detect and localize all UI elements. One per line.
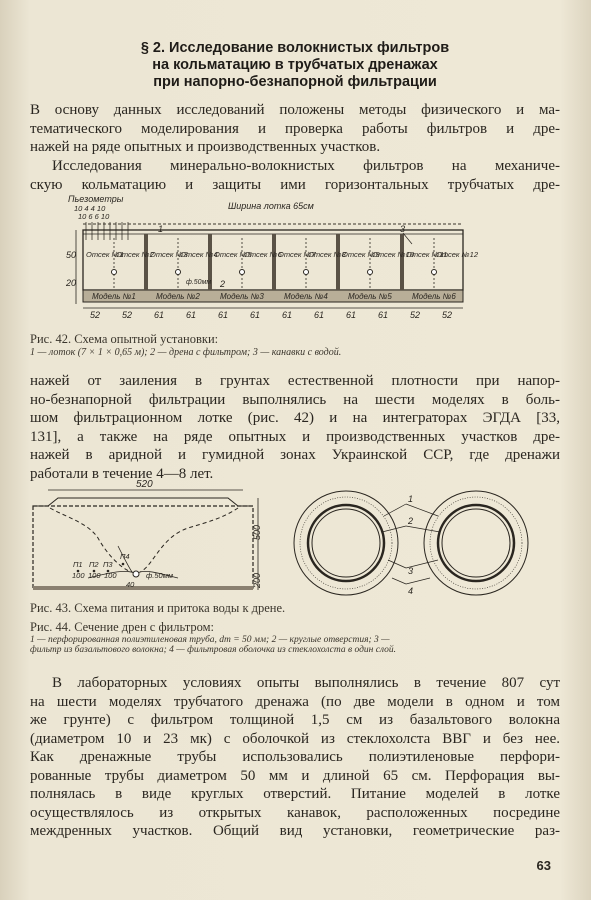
text-line: Как дренажные трубы использовались полиэтиленовые перфори- [30,749,560,765]
compartment-label: Отсек №11 [406,250,448,259]
caption-title: Рис. 42. Схема опытной установки: [30,332,219,346]
model-label: Модель №2 [156,292,200,301]
text-line: шом фильтрационном лотке (рис. 42) и на интеграторах ЭГДА [33, [30,410,560,426]
caption-legend: 1 — лоток (7 × 1 × 0,65 м); 2 — дрена с фильтром; 3 — канавки с водой. [30,347,342,358]
piezo-label: П3 [103,560,113,569]
piezo-numbers-top: 10 4 4 10 [74,204,106,213]
bottom-dim: 61 [218,310,229,320]
figure-42-experimental-setup [28,192,478,327]
compartment-label: Отсек №7 [278,250,316,259]
text-line: тематического моделирования и проверка работы фильтров и дре- [30,120,560,137]
compartment-label: Отсек №4 [180,250,218,259]
text-line: полнялась в виде круглых отверстий. Питание моделей в лотке [30,786,560,802]
figure-44-drain-cross-section [288,488,550,600]
pipe-diameter-label: ф.50мм [146,571,173,580]
figure-44-caption [30,620,560,655]
paragraph-intro [30,101,560,157]
text-line: скую кольматацию и защиты ими горизонтальных трубчатых дре- [30,176,560,193]
bottom-200-label: 200 [252,572,262,588]
bottom-dim: 52 [122,310,133,320]
caption-legend: 1 — перфорированная полиэтиленовая труба, dт = 50 мм; 2 — круглые отверстия; 3 — [30,635,390,645]
text-line: на шести моделях трубчатого дренажа (по две модели в одном и том [30,693,560,710]
dim-left-20: 20 [66,278,77,288]
compartment-label: Отсек №3 [150,250,188,259]
piezo-label: П4 [120,552,130,561]
marker-1: 1 [408,494,414,504]
compartment-label: Отсек №10 [372,250,415,259]
text-line: работали в течение 4—8 лет. [30,465,214,482]
text-line: но-безнапорной фильтрации выполнялись на шести моделях в боль- [30,391,560,408]
section-heading [60,40,530,91]
heading-line-3: при напорно-безнапорной фильтрации [153,74,437,90]
dim-left-50: 50 [66,250,77,260]
heading-line-2: на кольматацию в трубчатых дренажах [152,57,438,73]
tray-width-label: Ширина лотка 65см [228,201,314,211]
text-line: 131], а также на ряде опытных и производственных участков дре- [30,428,560,445]
caption-title: Рис. 44. Сечение дрен с фильтром: [30,620,214,634]
text-line: рованные трубы диаметром 50 мм и длиной 65 см. Перфорация вы- [30,767,560,784]
bottom-dim: 61 [282,310,293,320]
model-label: Модель №1 [92,292,136,301]
marker-4: 4 [408,586,414,596]
text-line: В лабораторных условиях опыты выполнялись в течение 807 сут [52,675,560,691]
height-500-label: 500 [252,524,262,540]
piezometers-label: Пьезометры [68,194,124,204]
bottom-dim: 61 [186,310,197,320]
paragraph-lab-conditions [30,674,560,841]
depth-label: 100 [104,571,117,580]
text-line: нажей на ряде опытных и производственных участков. [30,139,381,155]
heading-line-1: § 2. Исследование волокнистых фильтров [140,40,450,56]
caption-legend: фильтр из базальтового волокна; 4 — фильтровая оболочка из стеклохолста в один слой. [30,645,397,655]
marker-2: 2 [408,516,414,526]
figure-43-caption [30,601,560,616]
bottom-dim: 61 [154,310,165,320]
marker-3: 3 [400,224,406,234]
compartment-label: Отсек №6 [244,250,282,259]
depth-label: 100 [72,571,85,580]
width-520-label: 520 [136,479,153,490]
page-number: 63 [536,858,551,873]
depth-label: 100 [88,571,101,580]
bottom-dim: 52 [90,310,101,320]
model-label: Модель №3 [220,292,264,301]
model-label: Модель №6 [412,292,456,301]
text-line: (диаметром 10 и 23 мк) с оболочкой из стеклохолста ВВГ и без нее. [30,730,560,747]
bottom-dim: 61 [346,310,357,320]
text-line: же грунте) с фильтром толщиной 1,5 см из базальтового волокна [30,712,560,728]
model-label: Модель №4 [284,292,328,301]
bottom-dim: 61 [250,310,261,320]
bottom-dim: 52 [442,310,453,320]
compartment-label: Отсек №12 [436,250,478,259]
piezo-numbers-bottom: 10 6 6 10 [78,212,110,221]
bottom-dim: 52 [410,310,421,320]
text-line: нажей в аридной и гумидной зонах Украинской ССР, где дренажи [30,447,560,463]
figure-42-caption [30,332,560,358]
compartment-label: Отсек №9 [342,250,380,259]
text-line: Исследования минерально-волокнистых фильтров на механиче- [52,158,560,174]
paragraph-methods [30,372,560,483]
dim-40-label: 40 [126,580,135,589]
paragraph-research [30,157,560,194]
compartment-label: Отсек №2 [116,250,154,259]
bottom-dim: 61 [378,310,389,320]
model-label: Модель №5 [348,292,392,301]
marker-1: 1 [158,224,164,234]
bottom-dim: 61 [314,310,325,320]
figure-43-water-supply-scheme [28,478,268,596]
piezo-label: П2 [89,560,99,569]
marker-2: 2 [220,279,226,289]
piezo-label: П1 [73,560,83,569]
compartment-label: Отсек №1 [86,250,124,259]
text-line: междренных участков. Общий вид установки, геометрические раз- [30,823,560,839]
text-line: нажей от заиления в грунтах естественной плотности при напор- [30,373,560,389]
caption-title: Рис. 43. Схема питания и притока воды к дрене. [30,601,286,615]
compartment-label: Отсек №8 [308,250,346,259]
compartment-label: Отсек №5 [214,250,252,259]
marker-3: 3 [408,566,414,576]
text-line: осуществлялось из открытых канавок, расположенных посредине [30,804,560,821]
text-line: В основу данных исследований положены методы физического и ма- [30,102,560,118]
pipe-diameter-label: ф.50мм [186,279,212,286]
